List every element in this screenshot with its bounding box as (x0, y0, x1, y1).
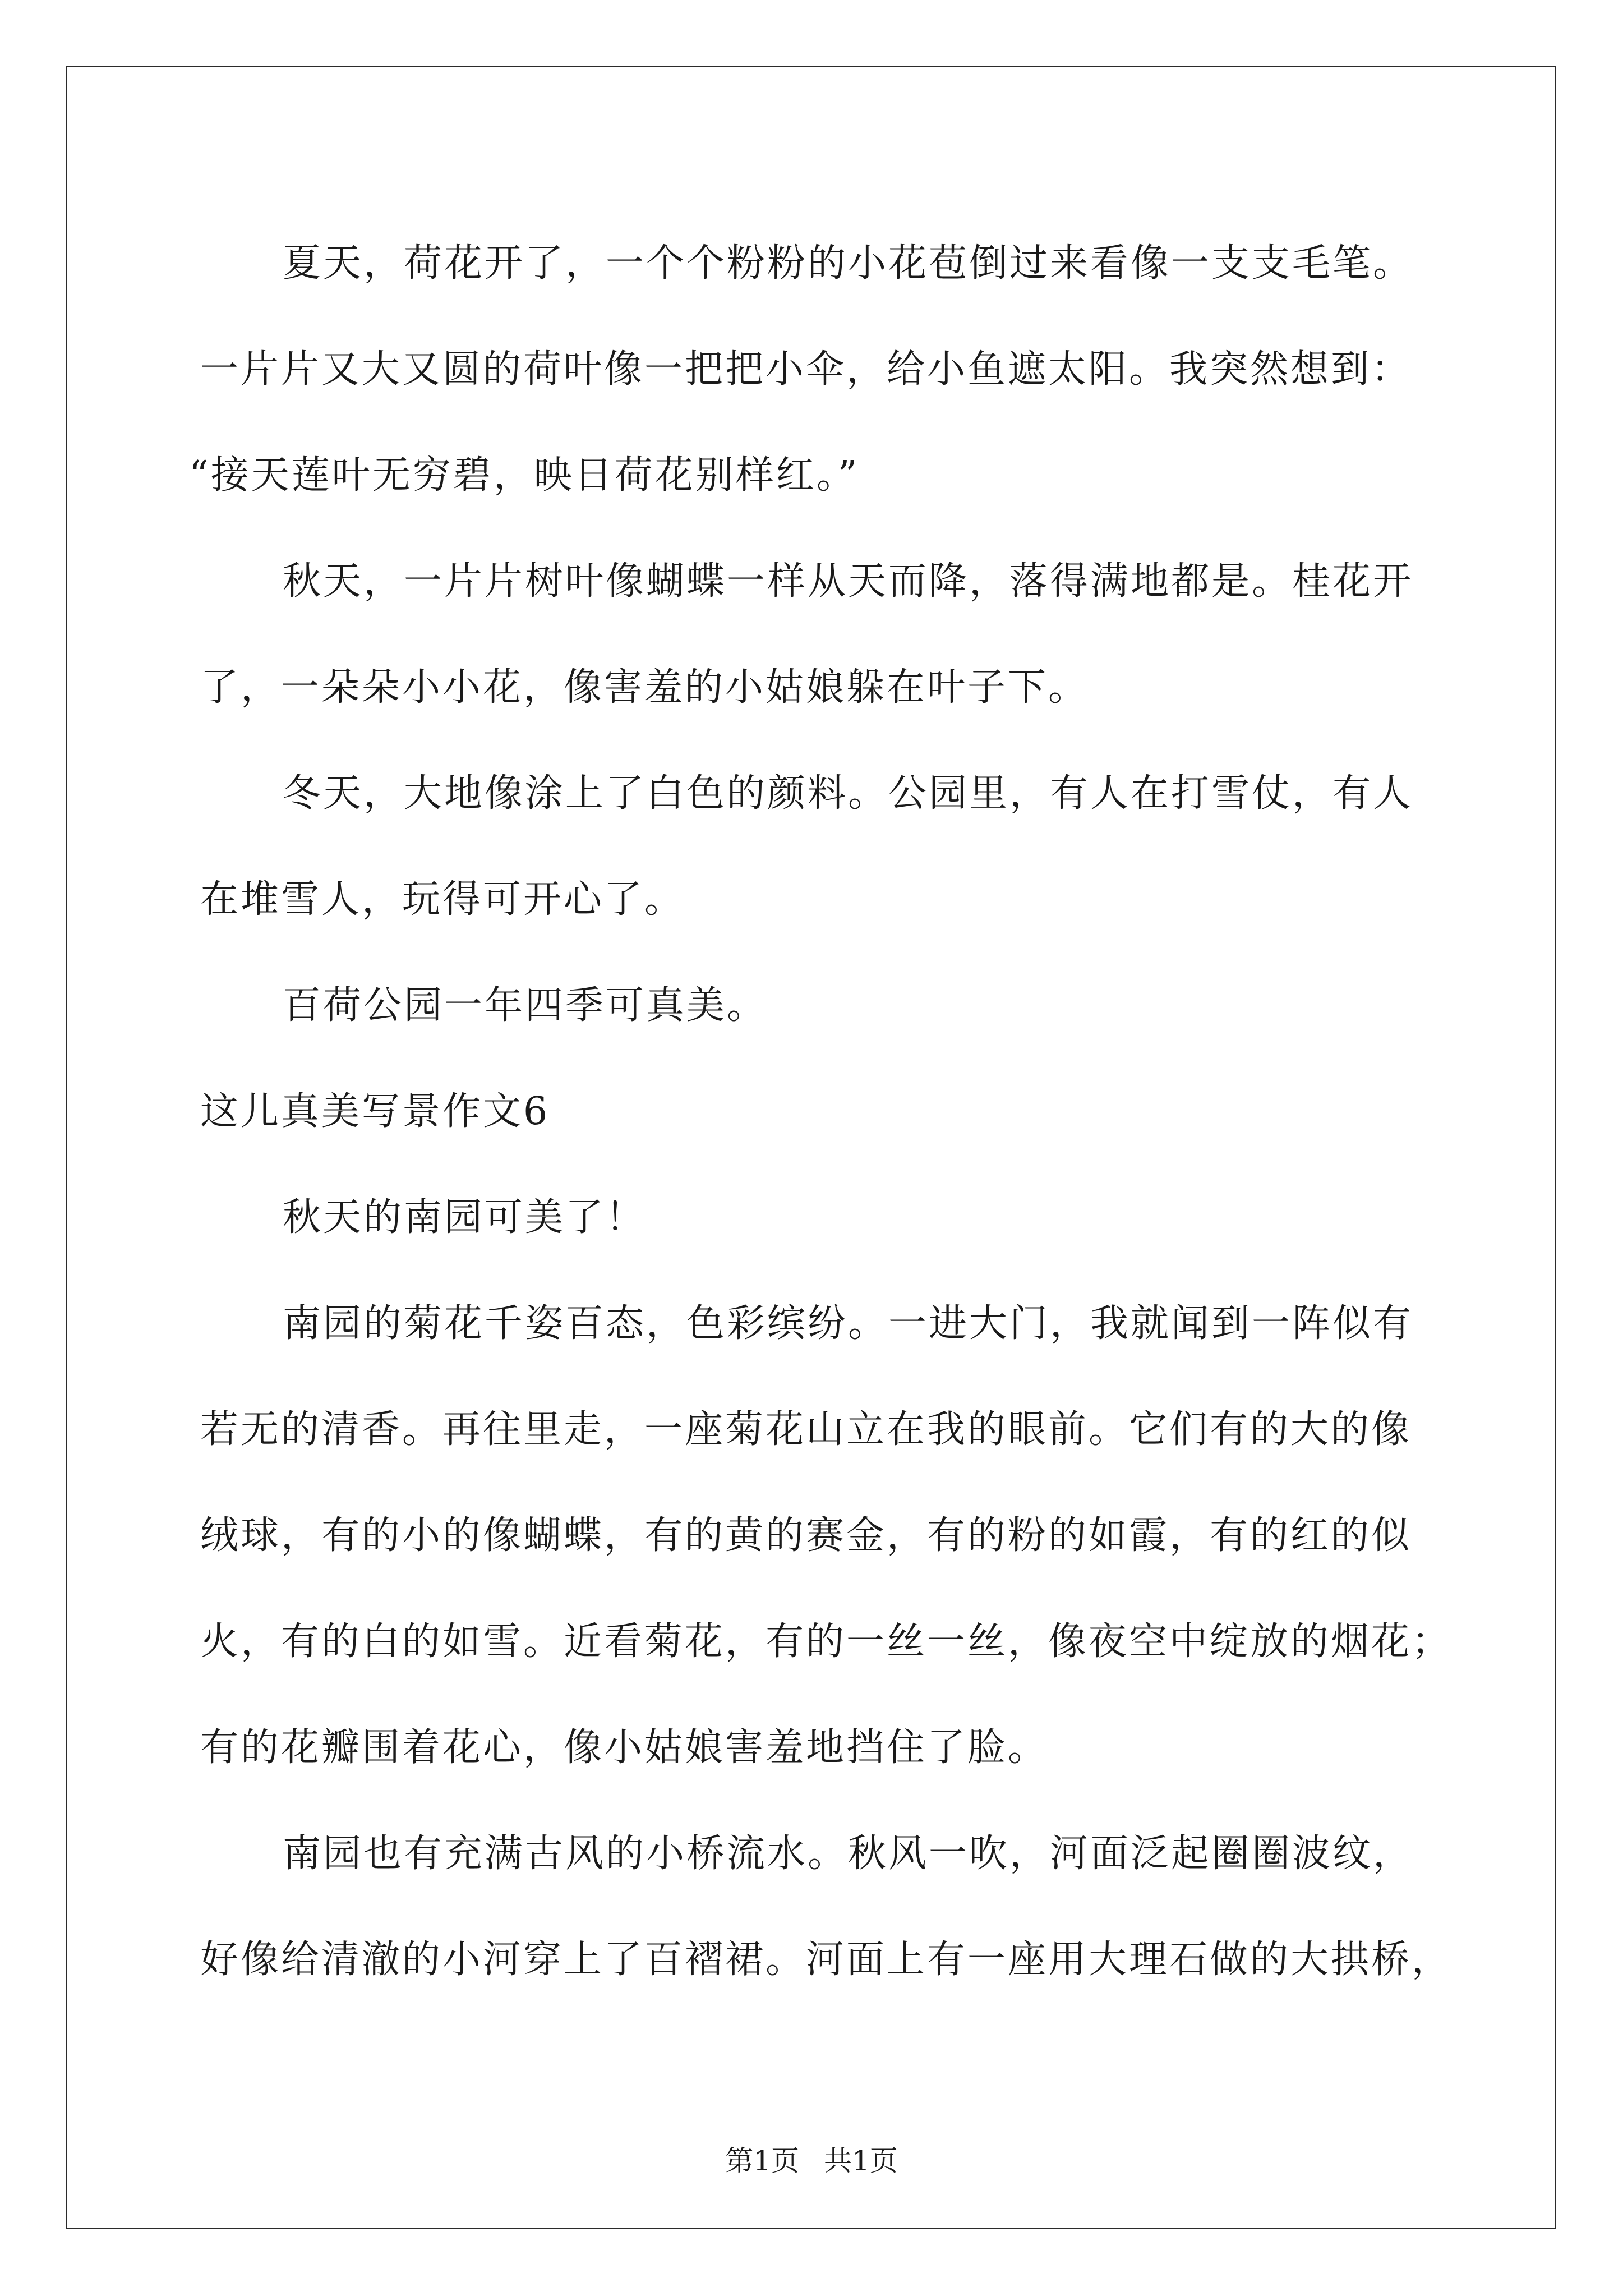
text-line: 百荷公园一年四季可真美。 (283, 983, 768, 1028)
document-body (189, 210, 1456, 2013)
text-line: 秋天的南园可美了！ (283, 1195, 647, 1240)
text-line: “接天莲叶无穷碧，映日荷花别样红。” (189, 453, 860, 498)
text-line: 秋天，一片片树叶像蝴蝶一样从天而降，落得满地都是。桂花开 (283, 559, 1414, 604)
text-line: 火，有的白的如雪。近看菊花，有的一丝一丝，像夜空中绽放的烟花； (200, 1619, 1453, 1664)
text-line: 若无的清香。再往里走，一座菊花山立在我的眼前。它们有的大的像 (200, 1407, 1412, 1452)
text-line: 在堆雪人，玩得可开心了。 (200, 877, 685, 922)
page-footer (0, 2144, 1623, 2178)
text-line: 南园也有充满古风的小桥流水。秋风一吹，河面泛起圈圈波纹， (283, 1832, 1414, 1876)
page-total: 共1页 (824, 2145, 898, 2177)
section-heading: 这儿真美写景作文6 (200, 1089, 550, 1134)
text-line: 一片片又大又圆的荷叶像一把把小伞，给小鱼遮太阳。我突然想到： (200, 347, 1412, 392)
page-number: 第1页 (725, 2145, 799, 2177)
text-line: 冬天，大地像涂上了白色的颜料。公园里，有人在打雪仗，有人 (283, 771, 1414, 816)
text-line: 夏天，荷花开了，一个个粉粉的小花苞倒过来看像一支支毛笔。 (283, 241, 1414, 286)
text-line: 绒球，有的小的像蝴蝶，有的黄的赛金，有的粉的如霞，有的红的似 (200, 1513, 1412, 1558)
text-line: 有的花瓣围着花心，像小姑娘害羞地挡住了脸。 (200, 1726, 1049, 1770)
text-line: 南园的菊花千姿百态，色彩缤纷。一进大门，我就闻到一阵似有 (283, 1301, 1414, 1346)
text-line: 好像给清澈的小河穿上了百褶裙。河面上有一座用大理石做的大拱桥， (200, 1938, 1453, 1982)
text-line: 了，一朵朵小小花，像害羞的小姑娘躲在叶子下。 (200, 665, 1089, 710)
